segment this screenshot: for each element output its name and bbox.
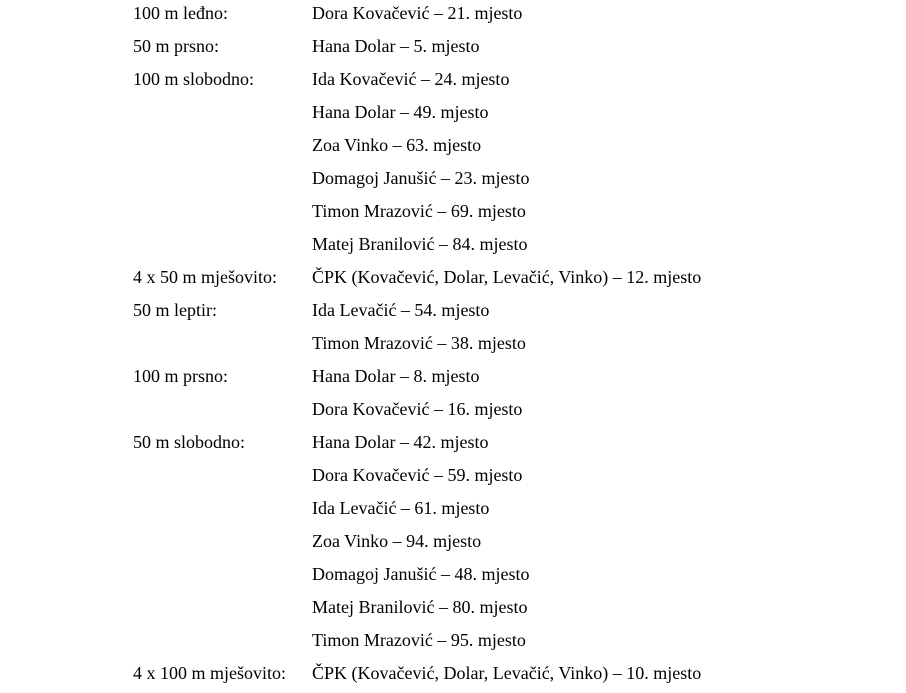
result-text: Dora Kovačević – 21. mjesto bbox=[312, 3, 523, 23]
result-text: Zoa Vinko – 94. mjesto bbox=[312, 531, 482, 551]
discipline-label: 50 m prsno: bbox=[133, 36, 220, 56]
result-text: Dora Kovačević – 59. mjesto bbox=[312, 465, 523, 485]
result-row bbox=[133, 66, 893, 99]
discipline-label bbox=[133, 594, 312, 627]
result-text: Hana Dolar – 5. mjesto bbox=[312, 36, 480, 56]
result-text: Domagoj Janušić – 23. mjesto bbox=[312, 168, 530, 188]
result-row bbox=[133, 264, 893, 297]
discipline-label bbox=[133, 627, 312, 660]
result-row bbox=[133, 33, 893, 66]
result-text: Matej Branilović – 80. mjesto bbox=[312, 597, 528, 617]
result-row bbox=[133, 363, 893, 396]
discipline-label bbox=[133, 495, 312, 528]
results-list bbox=[133, 0, 893, 693]
result-row bbox=[133, 495, 893, 528]
result-text: Dora Kovačević – 16. mjesto bbox=[312, 399, 523, 419]
result-row bbox=[133, 231, 893, 264]
discipline-label bbox=[133, 462, 312, 495]
result-text: Timon Mrazović – 38. mjesto bbox=[312, 333, 526, 353]
discipline-label: 100 m leđno: bbox=[133, 3, 228, 23]
result-row bbox=[133, 165, 893, 198]
discipline-label: 50 m leptir: bbox=[133, 300, 217, 320]
result-text: Matej Branilović – 84. mjesto bbox=[312, 234, 528, 254]
result-text: Domagoj Janušić – 48. mjesto bbox=[312, 564, 530, 584]
result-row bbox=[133, 297, 893, 330]
result-text: ČPK (Kovačević, Dolar, Levačić, Vinko) – 12. mjesto bbox=[312, 267, 702, 287]
result-row bbox=[133, 396, 893, 429]
result-row bbox=[133, 132, 893, 165]
result-row bbox=[133, 99, 893, 132]
result-row bbox=[133, 627, 893, 660]
discipline-label bbox=[133, 396, 312, 429]
result-text: ČPK (Kovačević, Dolar, Levačić, Vinko) – 10. mjesto bbox=[312, 663, 702, 683]
discipline-label bbox=[133, 528, 312, 561]
discipline-label bbox=[133, 99, 312, 132]
result-text: Timon Mrazović – 95. mjesto bbox=[312, 630, 526, 650]
result-text: Hana Dolar – 42. mjesto bbox=[312, 432, 489, 452]
result-row bbox=[133, 561, 893, 594]
result-row bbox=[133, 429, 893, 462]
result-text: Timon Mrazović – 69. mjesto bbox=[312, 201, 526, 221]
discipline-label bbox=[133, 198, 312, 231]
discipline-label bbox=[133, 231, 312, 264]
discipline-label: 4 x 100 m mješovito: bbox=[133, 663, 286, 683]
result-row bbox=[133, 660, 893, 693]
discipline-label: 50 m slobodno: bbox=[133, 432, 246, 452]
discipline-label bbox=[133, 165, 312, 198]
discipline-label bbox=[133, 132, 312, 165]
discipline-label bbox=[133, 330, 312, 363]
discipline-label bbox=[133, 561, 312, 594]
result-text: Hana Dolar – 8. mjesto bbox=[312, 366, 480, 386]
result-row bbox=[133, 594, 893, 627]
result-text: Ida Levačić – 54. mjesto bbox=[312, 300, 490, 320]
result-text: Hana Dolar – 49. mjesto bbox=[312, 102, 489, 122]
result-row bbox=[133, 198, 893, 231]
result-text: Zoa Vinko – 63. mjesto bbox=[312, 135, 482, 155]
discipline-label: 4 x 50 m mješovito: bbox=[133, 267, 277, 287]
result-text: Ida Levačić – 61. mjesto bbox=[312, 498, 490, 518]
result-row bbox=[133, 0, 893, 33]
discipline-label: 100 m prsno: bbox=[133, 366, 229, 386]
result-text: Ida Kovačević – 24. mjesto bbox=[312, 69, 510, 89]
result-row bbox=[133, 528, 893, 561]
result-row bbox=[133, 462, 893, 495]
discipline-label: 100 m slobodno: bbox=[133, 69, 255, 89]
result-row bbox=[133, 330, 893, 363]
